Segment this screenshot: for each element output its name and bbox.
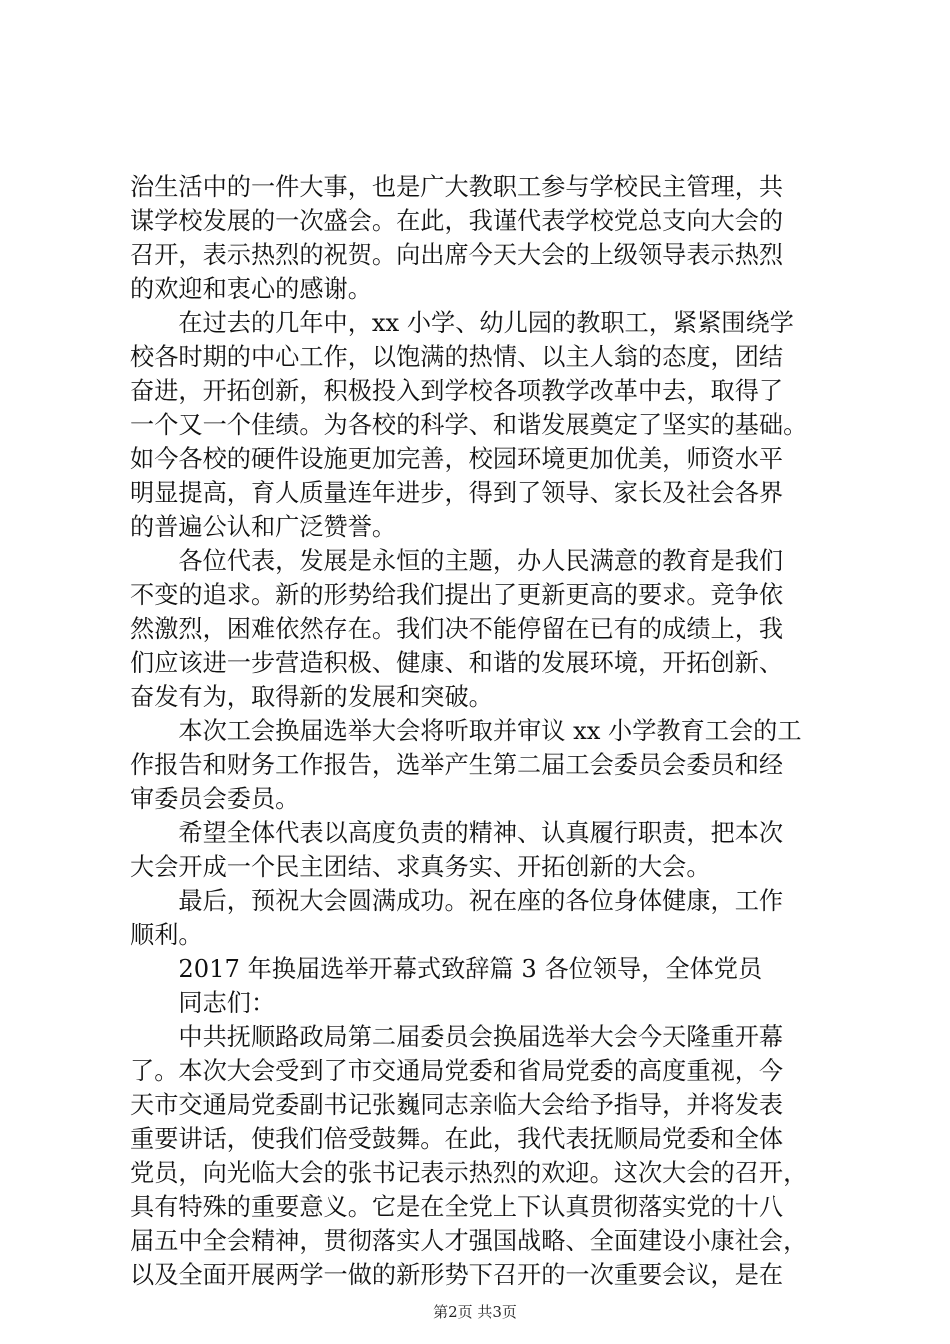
- body-text: [130, 170, 842, 1292]
- text-line: 2017 年换届选举开幕式致辞篇 3 各位领导，全体党员: [130, 955, 763, 983]
- text-line: 明显提高，育人质量连年进步，得到了领导、家长及社会各界: [130, 479, 784, 507]
- text-line: 以及全面开展两学一做的新形势下召开的一次重要会议，是在: [130, 1261, 784, 1289]
- text-line: 谋学校发展的一次盛会。在此，我谨代表学校党总支向大会的: [130, 207, 784, 235]
- text-line: 治生活中的一件大事，也是广大教职工参与学校民主管理，共: [130, 173, 784, 201]
- text-line: 同志们：: [130, 989, 276, 1017]
- text-line: 作报告和财务工作报告，选举产生第二届工会委员会委员和经: [130, 751, 784, 779]
- text-line: 如今各校的硬件设施更加完善，校园环境更加优美，师资水平: [130, 445, 784, 473]
- page-footer: 第2页 共3页: [433, 1303, 517, 1321]
- text-line: 校各时期的中心工作，以饱满的热情、以主人翁的态度，团结: [130, 343, 784, 371]
- text-line: 顺利。: [130, 921, 203, 949]
- text-line: 具有特殊的重要意义。它是在全党上下认真贯彻落实党的十八: [130, 1193, 784, 1221]
- text-line: 在过去的几年中，xx 小学、幼儿园的教职工，紧紧围绕学: [130, 309, 794, 337]
- text-line: 大会开成一个民主团结、求真务实、开拓创新的大会。: [130, 853, 711, 881]
- text-line: 召开，表示热烈的祝贺。向出席今天大会的上级领导表示热烈: [130, 241, 784, 269]
- text-line: 审委员会委员。: [130, 785, 300, 813]
- text-line: 天市交通局党委副书记张巍同志亲临大会给予指导，并将发表: [130, 1091, 784, 1119]
- text-line: 中共抚顺路政局第二届委员会换届选举大会今天隆重开幕: [130, 1023, 784, 1051]
- text-line: 最后，预祝大会圆满成功。祝在座的各位身体健康，工作: [130, 887, 784, 915]
- text-line: 奋进，开拓创新，积极投入到学校各项教学改革中去，取得了: [130, 377, 784, 405]
- text-line: 的欢迎和衷心的感谢。: [130, 275, 372, 303]
- text-line: 本次工会换届选举大会将听取并审议 xx 小学教育工会的工: [130, 717, 802, 745]
- text-line: 们应该进一步营造积极、健康、和谐的发展环境，开拓创新、: [130, 649, 784, 677]
- text-line: 的普遍公认和广泛赞誉。: [130, 513, 397, 541]
- text-line: 希望全体代表以高度负责的精神、认真履行职责，把本次: [130, 819, 784, 847]
- text-line: 不变的追求。新的形势给我们提出了更新更高的要求。竞争依: [130, 581, 784, 609]
- text-line: 了。本次大会受到了市交通局党委和省局党委的高度重视，今: [130, 1057, 784, 1085]
- text-line: 党员，向光临大会的张书记表示热烈的欢迎。这次大会的召开，: [130, 1159, 808, 1187]
- text-line: 各位代表，发展是永恒的主题，办人民满意的教育是我们: [130, 547, 784, 575]
- text-line: 重要讲话，使我们倍受鼓舞。在此，我代表抚顺局党委和全体: [130, 1125, 784, 1153]
- text-line: 一个又一个佳绩。为各校的科学、和谐发展奠定了坚实的基础。: [130, 411, 808, 439]
- text-line: 奋发有为，取得新的发展和突破。: [130, 683, 493, 711]
- text-line: 然激烈，困难依然存在。我们决不能停留在已有的成绩上，我: [130, 615, 784, 643]
- text-line: 届五中全会精神，贯彻落实人才强国战略、全面建设小康社会，: [130, 1227, 808, 1255]
